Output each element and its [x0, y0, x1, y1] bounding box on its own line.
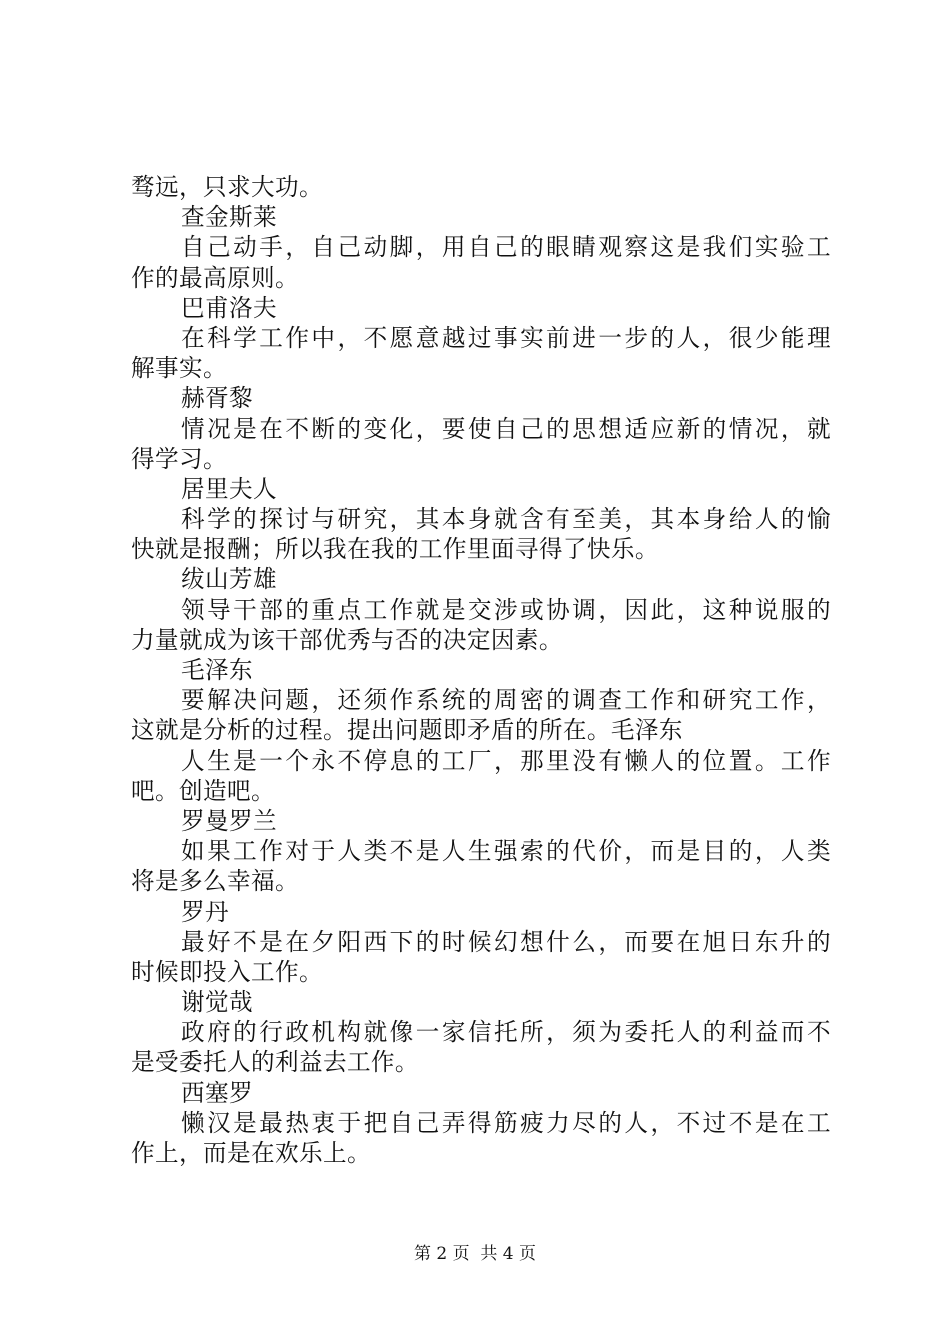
text-line: 在科学工作中，不愿意越过事实前进一步的人，很少能理 — [181, 323, 831, 352]
text-line: 得学习。 — [131, 444, 227, 473]
text-line: 情况是在不断的变化，要使自己的思想适应新的情况，就 — [181, 414, 831, 443]
text-line: 吧。创造吧。 — [131, 776, 275, 805]
page-number: 第 2 页 — [413, 1244, 470, 1264]
quote-author-line: 罗丹 — [181, 897, 229, 926]
document-body — [131, 172, 831, 1168]
text-line: 作的最高原则。 — [131, 263, 299, 292]
text-line: 如果工作对于人类不是人生强索的代价，而是目的，人类 — [181, 837, 831, 866]
text-line: 领导干部的重点工作就是交涉或协调，因此，这种说服的 — [181, 595, 831, 624]
quote-author-line: 赫胥黎 — [181, 384, 253, 413]
quote-author-line: 绂山芳雄 — [181, 565, 277, 594]
quote-author-line: 西塞罗 — [181, 1078, 253, 1107]
text-line: 是受委托人的利益去工作。 — [131, 1048, 419, 1077]
quote-author-line: 毛泽东 — [181, 656, 253, 684]
text-line: 作上，而是在欢乐上。 — [131, 1139, 371, 1167]
text-line: 懒汉是最热衷于把自己弄得筋疲力尽的人，不过不是在工 — [181, 1108, 831, 1137]
text-line: 要解决问题，还须作系统的周密的调查工作和研究工作， — [181, 686, 831, 715]
text-line: 最好不是在夕阳西下的时候幻想什么，而要在旭日东升的 — [181, 927, 831, 956]
text-line: 力量就成为该干部优秀与否的决定因素。 — [131, 625, 563, 654]
text-line: 时候即投入工作。 — [131, 957, 323, 986]
quote-author-line: 谢觉哉 — [181, 988, 253, 1017]
quote-author-line: 罗曼罗兰 — [181, 806, 277, 835]
quote-author-line: 查金斯莱 — [181, 203, 277, 232]
text-line: 政府的行政机构就像一家信托所，须为委托人的利益而不 — [181, 1018, 831, 1047]
page-total: 共 4 页 — [480, 1244, 537, 1264]
page-footer — [0, 1243, 950, 1265]
text-line: 人生是一个永不停息的工厂，那里没有懒人的位置。工作 — [181, 746, 831, 775]
text-line: 将是多么幸福。 — [131, 867, 299, 896]
text-line: 科学的探讨与研究，其本身就含有至美，其本身给人的愉 — [181, 505, 831, 534]
text-line: 骛远，只求大功。 — [131, 173, 323, 201]
text-line: 解事实。 — [131, 354, 227, 383]
text-line: 自己动手，自己动脚，用自己的眼睛观察这是我们实验工 — [181, 233, 831, 262]
quote-author-line: 居里夫人 — [181, 474, 277, 503]
text-line: 这就是分析的过程。提出问题即矛盾的所在。毛泽东 — [131, 716, 683, 745]
quote-author-line: 巴甫洛夫 — [181, 293, 277, 322]
text-line: 快就是报酬；所以我在我的工作里面寻得了快乐。 — [131, 535, 659, 564]
